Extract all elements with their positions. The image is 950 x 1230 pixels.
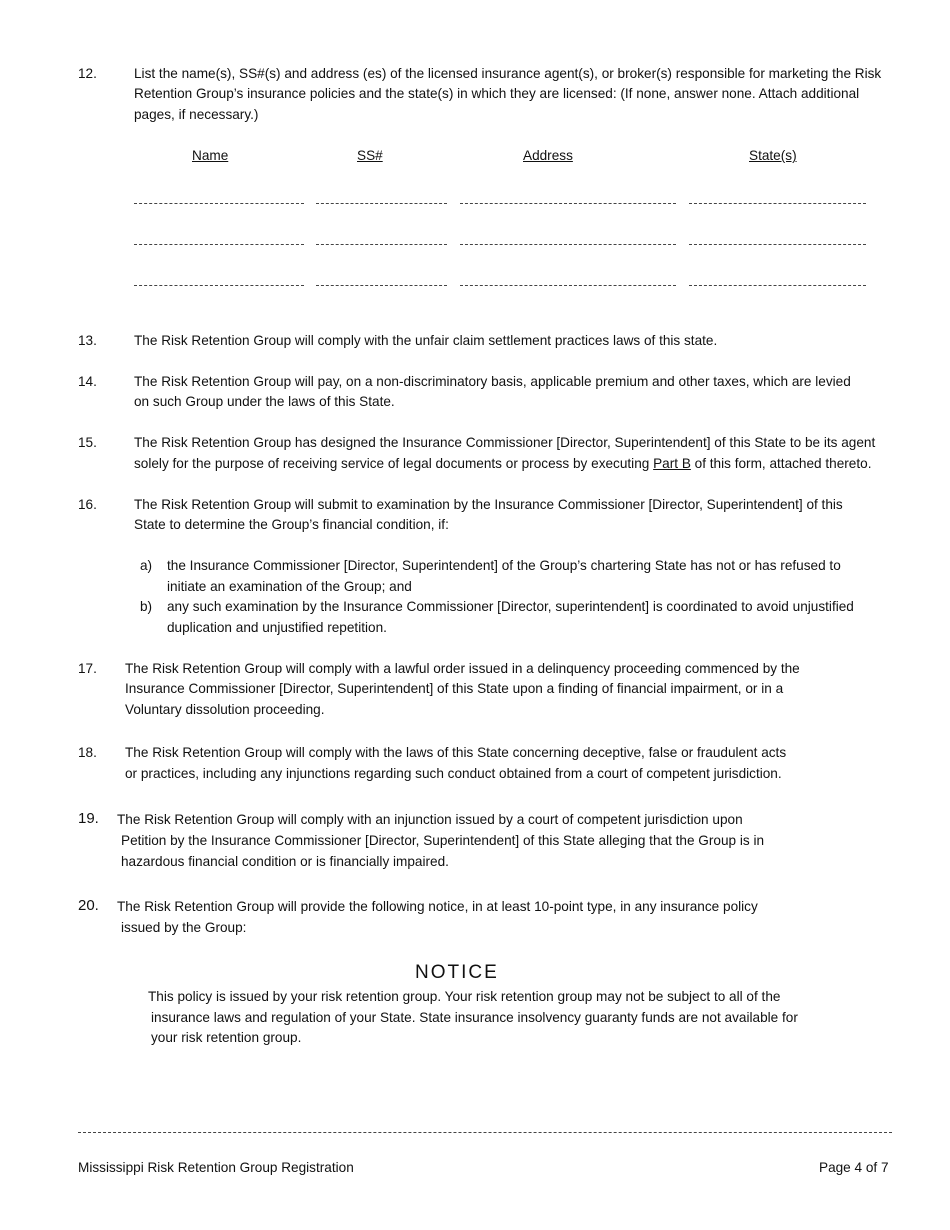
item-19-text-line1: The Risk Retention Group will comply with an injunction issued by a court of competent jurisdiction upon bbox=[117, 812, 743, 827]
item-20-text-line2: issued by the Group: bbox=[121, 920, 247, 935]
item-20-number: 20. bbox=[78, 897, 99, 914]
footer-divider bbox=[78, 1132, 892, 1133]
item-18-number: 18. bbox=[78, 745, 97, 760]
item-12-text-line3: pages, if necessary.) bbox=[134, 107, 259, 122]
item-16-text-line2: State to determine the Group’s financial condition, if: bbox=[134, 517, 449, 532]
item-19-text-line2: Petition by the Insurance Commissioner [Director, Superintendent] of this State alleging that the Group is in bbox=[121, 833, 765, 848]
item-20-text-line1: The Risk Retention Group will provide the following notice, in at least 10-point type, in any insurance policy bbox=[117, 899, 758, 914]
item-13-number: 13. bbox=[78, 333, 97, 348]
notice-line2: insurance laws and regulation of your State. State insurance insolvency guaranty funds are not available for bbox=[151, 1010, 798, 1025]
notice-line3: your risk retention group. bbox=[151, 1030, 302, 1045]
blank-name-row2[interactable] bbox=[134, 244, 304, 245]
column-header-ssn: SS# bbox=[357, 148, 383, 163]
item-12-text-line2: Retention Group’s insurance policies and the state(s) in which they are licensed: (If none, answer none. Attach additional bbox=[134, 86, 860, 101]
item-15-text-line2 bbox=[134, 454, 871, 474]
column-header-states: State(s) bbox=[749, 148, 797, 163]
item-16a-line2: initiate an examination of the Group; and bbox=[167, 579, 412, 594]
footer-title: Mississippi Risk Retention Group Registration bbox=[78, 1160, 354, 1175]
item-16-text-line1: The Risk Retention Group will submit to examination by the Insurance Commissioner [Director, Superintendent] of this bbox=[134, 497, 843, 512]
item-13-text-line1: The Risk Retention Group will comply with the unfair claim settlement practices laws of this state. bbox=[134, 333, 718, 348]
item-16-number: 16. bbox=[78, 497, 97, 512]
item-17-text-line1: The Risk Retention Group will comply with a lawful order issued in a delinquency proceeding commenced by the bbox=[125, 661, 800, 676]
item-12-text-line1: List the name(s), SS#(s) and address (es) of the licensed insurance agent(s), or broker(s) responsible for marketing the Risk bbox=[134, 66, 882, 81]
blank-states-row1[interactable] bbox=[689, 203, 866, 204]
blank-name-row3[interactable] bbox=[134, 285, 304, 286]
item-14-text-line2: on such Group under the laws of this State. bbox=[134, 394, 395, 409]
item-19-text-line3: hazardous financial condition or is financially impaired. bbox=[121, 854, 449, 869]
item-16a-label: a) bbox=[140, 558, 153, 573]
item-15-text-line1: The Risk Retention Group has designed the Insurance Commissioner [Director, Superintendent] of this State to be its agent bbox=[134, 435, 876, 450]
item-16a-line1: the Insurance Commissioner [Director, Superintendent] of the Group’s chartering State has not or has refused to bbox=[167, 558, 841, 573]
item-14-number: 14. bbox=[78, 374, 97, 389]
blank-ssn-row2[interactable] bbox=[316, 244, 447, 245]
blank-name-row1[interactable] bbox=[134, 203, 304, 204]
item-14-text-line1: The Risk Retention Group will pay, on a non-discriminatory basis, applicable premium and other taxes, which are levied bbox=[134, 374, 851, 389]
item-12-number: 12. bbox=[78, 66, 97, 81]
item-15-line2-pre: solely for the purpose of receiving service of legal documents or process by executing bbox=[134, 456, 654, 471]
item-16b-label: b) bbox=[140, 599, 153, 614]
blank-ssn-row3[interactable] bbox=[316, 285, 447, 286]
blank-address-row1[interactable] bbox=[460, 203, 676, 204]
item-16b-line1: any such examination by the Insurance Commissioner [Director, superintendent] is coordinated to avoid unjustified bbox=[167, 599, 854, 614]
item-19-number: 19. bbox=[78, 810, 99, 827]
blank-address-row3[interactable] bbox=[460, 285, 676, 286]
blank-ssn-row1[interactable] bbox=[316, 203, 447, 204]
notice-line1: This policy is issued by your risk retention group. Your risk retention group may not be subject to all of the bbox=[148, 989, 781, 1004]
blank-states-row2[interactable] bbox=[689, 244, 866, 245]
item-17-number: 17. bbox=[78, 661, 97, 676]
notice-title: NOTICE bbox=[415, 962, 499, 983]
item-17-text-line2: Insurance Commissioner [Director, Superintendent] of this State upon a finding of financial impairment, or in a bbox=[125, 681, 784, 696]
column-header-address: Address bbox=[523, 148, 573, 163]
item-17-text-line3: Voluntary dissolution proceeding. bbox=[125, 702, 325, 717]
item-15-line2-post: of this form, attached thereto. bbox=[690, 456, 872, 471]
blank-states-row3[interactable] bbox=[689, 285, 866, 286]
item-15-number: 15. bbox=[78, 435, 97, 450]
column-header-name: Name bbox=[192, 148, 229, 163]
item-18-text-line1: The Risk Retention Group will comply with the laws of this State concerning deceptive, false or fraudulent acts bbox=[125, 745, 787, 760]
part-b-link[interactable]: Part B bbox=[653, 456, 691, 471]
blank-address-row2[interactable] bbox=[460, 244, 676, 245]
page-number: Page 4 of 7 bbox=[819, 1160, 889, 1175]
item-16b-line2: duplication and unjustified repetition. bbox=[167, 620, 387, 635]
item-18-text-line2: or practices, including any injunctions regarding such conduct obtained from a court of competent jurisdiction. bbox=[125, 766, 782, 781]
